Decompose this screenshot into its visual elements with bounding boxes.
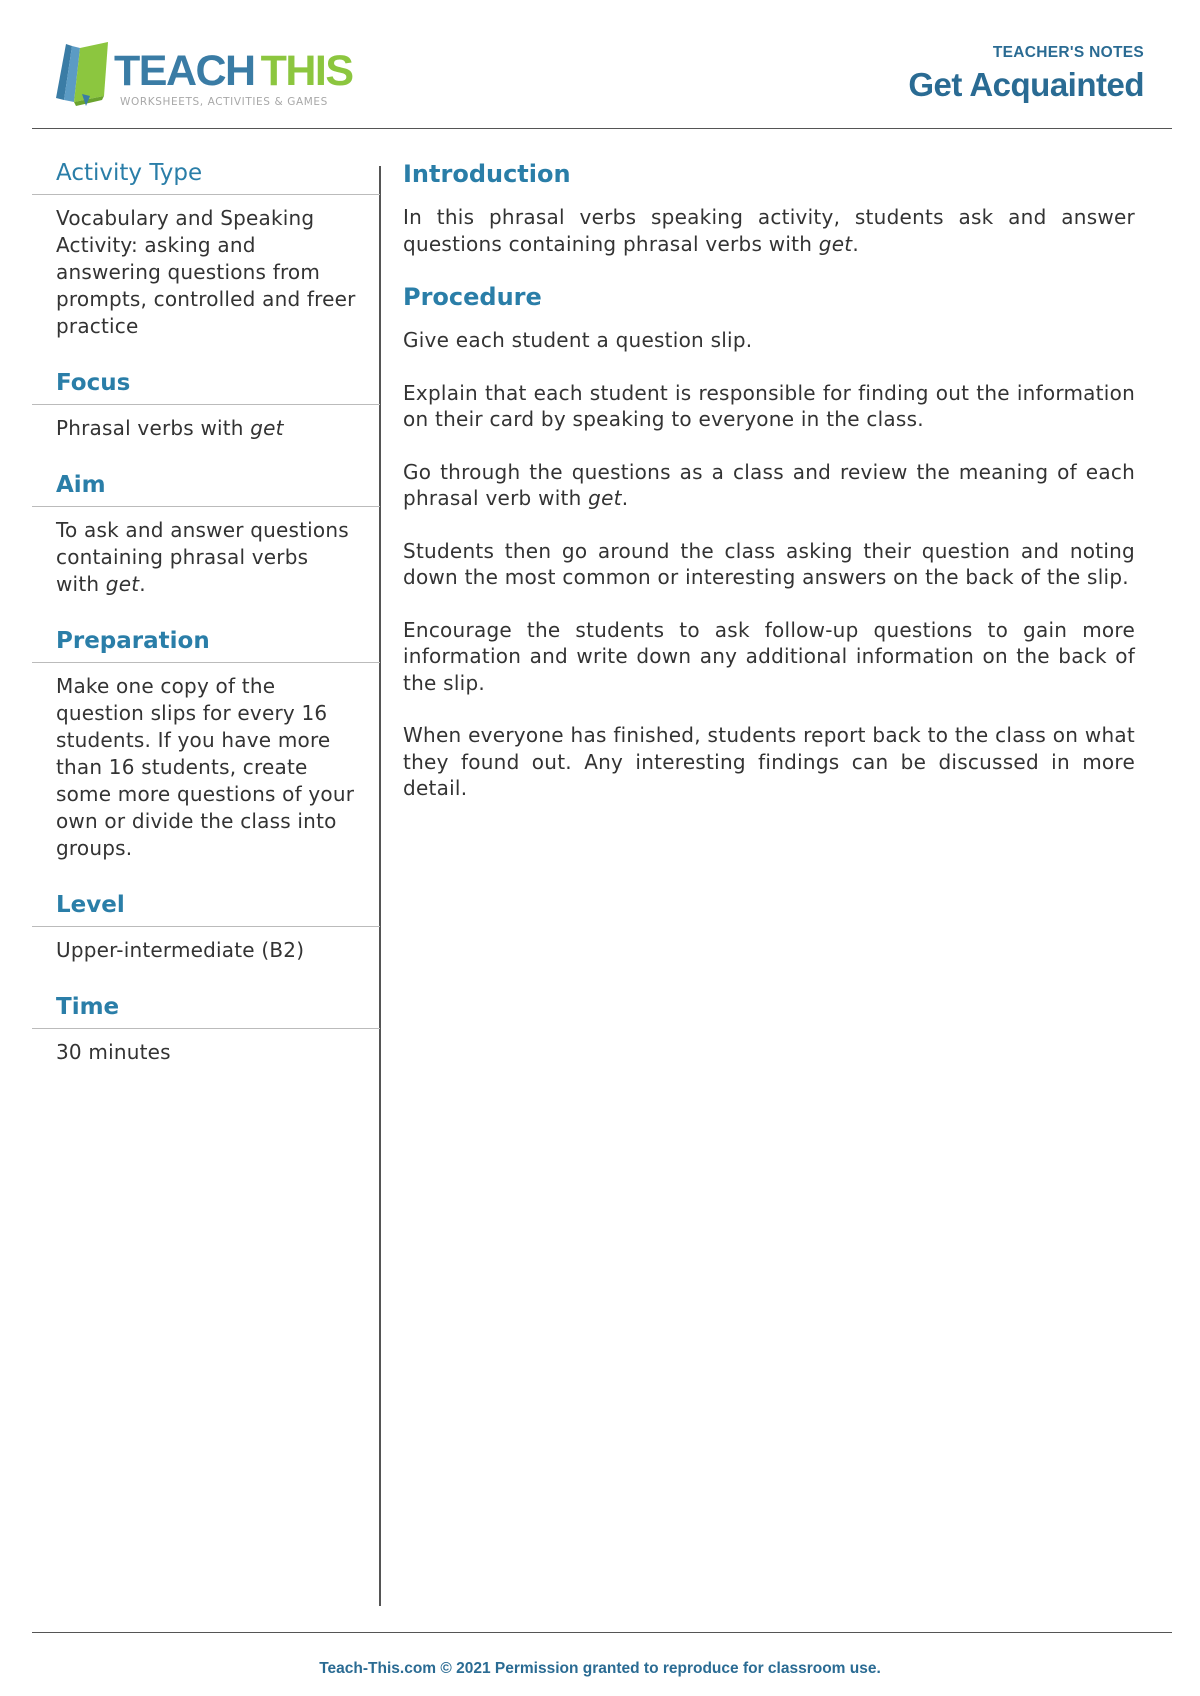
header-right	[908, 44, 1144, 104]
teach-this-logo	[52, 36, 352, 116]
aim-text	[32, 507, 380, 598]
introduction-text	[403, 204, 1135, 257]
sidebar	[32, 160, 380, 1096]
footer-copyright: Teach-This.com © 2021 Permission granted to reproduce for classroom use.	[319, 1660, 881, 1677]
focus-heading: Focus	[32, 370, 380, 405]
level-text: Upper-intermediate (B2)	[56, 938, 305, 962]
time-heading: Time	[32, 994, 380, 1029]
focus-text-emphasis: get	[250, 416, 284, 440]
preparation-section	[32, 628, 380, 862]
procedure-step-2: Explain that each student is responsible for finding out the information on their card by speaking to everyone in the class.	[403, 380, 1135, 431]
worksheet-title: Get Acquainted	[908, 66, 1144, 103]
preparation-text: Make one copy of the question slips for every 16 students. If you have more than 16 students, create some more questions of your own or divide the class into groups.	[56, 674, 355, 860]
level-section	[32, 892, 380, 964]
focus-text-main: Phrasal verbs with	[56, 416, 251, 440]
procedure-heading: Procedure	[403, 283, 542, 311]
aim-text-emphasis: get	[105, 572, 140, 596]
logo-wordmark	[114, 47, 353, 95]
logo-word-teach: TEACH	[114, 47, 255, 95]
focus-text	[32, 405, 380, 442]
aim-section	[32, 472, 380, 598]
activity-type-section	[32, 160, 380, 340]
aim-text-main: To ask and answer questions containing phrasal verbs with	[56, 518, 349, 596]
main-content	[403, 160, 1135, 822]
time-text: 30 minutes	[56, 1040, 171, 1064]
aim-heading: Aim	[32, 472, 380, 507]
procedure-step-5: Encourage the students to ask follow-up questions to gain more information and write down any additional information on the back of the slip.	[403, 617, 1135, 695]
activity-type-heading: Activity Type	[32, 160, 380, 195]
introduction-text-main: In this phrasal verbs speaking activity, students ask and answer questions containing phrasal verbs with	[403, 205, 1135, 256]
book-icon	[52, 36, 114, 108]
level-heading: Level	[32, 892, 380, 927]
footer-divider	[32, 1632, 1172, 1633]
logo-word-this: THIS	[260, 47, 353, 95]
introduction-text-end: .	[852, 231, 859, 256]
focus-section	[32, 370, 380, 442]
header-divider	[32, 128, 1172, 129]
procedure-step-1: Give each student a question slip.	[403, 328, 753, 352]
procedure-step-4: Students then go around the class asking their question and noting down the most common or interesting answers on the back of the slip.	[403, 538, 1135, 589]
introduction-text-emphasis: get	[818, 231, 853, 256]
procedure-step-3	[403, 459, 1135, 512]
aim-text-end: .	[139, 572, 146, 596]
procedure-step-3-emphasis: get	[588, 486, 622, 510]
logo-tagline: WORKSHEETS, ACTIVITIES & GAMES	[120, 96, 328, 108]
procedure-step-3-end: .	[621, 486, 629, 510]
time-section	[32, 994, 380, 1066]
activity-type-text: Vocabulary and Speaking Activity: asking and answering questions from prompts, controlled and freer practice	[56, 206, 356, 338]
procedure-step-6: When everyone has finished, students report back to the class on what they found out. Any interesting findings can be discussed in more detail.	[403, 723, 1135, 800]
introduction-heading: Introduction	[403, 160, 571, 188]
procedure-step-3-main: Go through the questions as a class and review the meaning of each phrasal verb with	[403, 459, 1135, 510]
teachers-notes-label: TEACHER'S NOTES	[992, 44, 1144, 61]
preparation-heading: Preparation	[32, 628, 380, 663]
